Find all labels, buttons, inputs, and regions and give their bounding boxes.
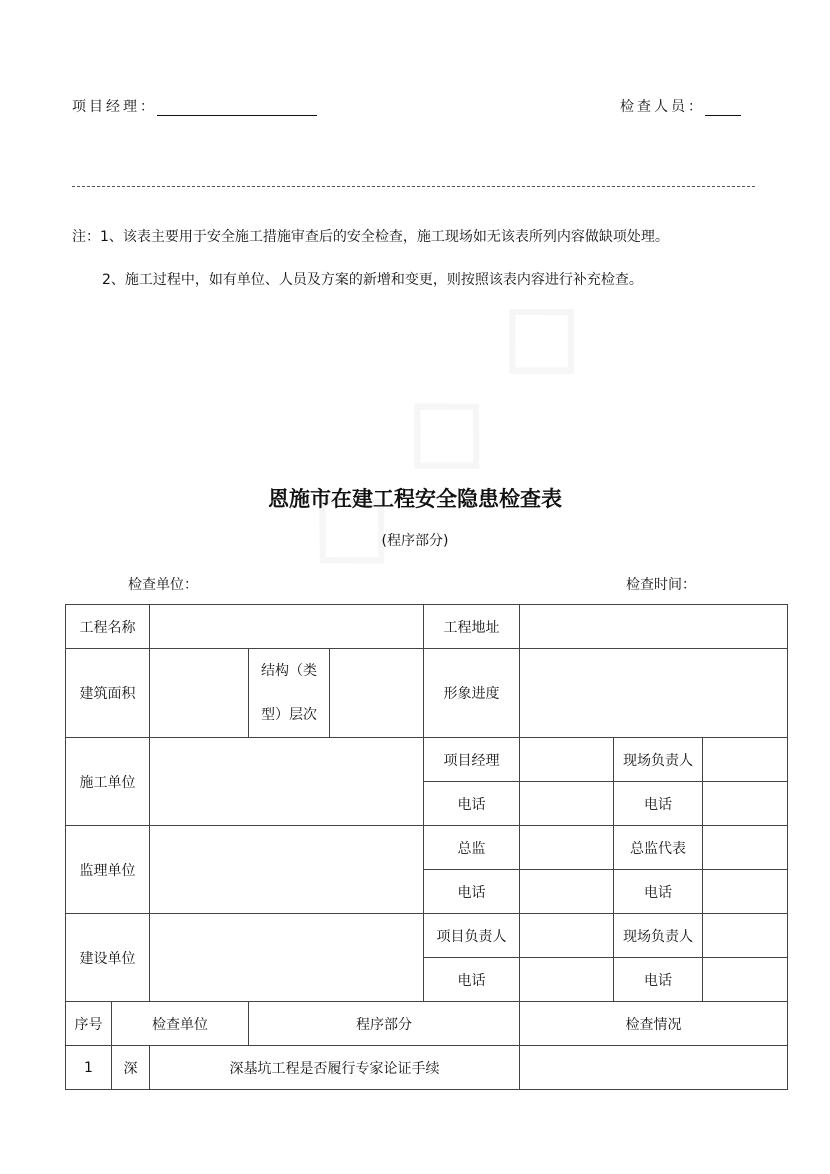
progress-label: 形象进度 xyxy=(424,649,520,738)
structure-type-label xyxy=(249,649,330,738)
row-unit: 深 xyxy=(112,1046,150,1090)
phone-cell[interactable] xyxy=(520,958,614,1002)
table-row xyxy=(66,826,788,870)
building-area-cell[interactable] xyxy=(150,649,249,738)
progress-cell[interactable] xyxy=(520,649,788,738)
row-status-cell[interactable] xyxy=(520,1046,788,1090)
col-procedure-header: 程序部分 xyxy=(249,1002,520,1046)
phone-cell[interactable] xyxy=(520,782,614,826)
project-manager-label: 项目经理： xyxy=(72,99,157,115)
table-row xyxy=(66,738,788,782)
table-row xyxy=(66,649,788,738)
supervisor-rep-cell[interactable] xyxy=(703,826,788,870)
phone-label: 电话 xyxy=(424,870,520,914)
phone-cell[interactable] xyxy=(703,870,788,914)
site-manager-cell[interactable] xyxy=(703,914,788,958)
building-area-label: 建筑面积 xyxy=(66,649,150,738)
phone-cell[interactable] xyxy=(703,782,788,826)
col-seq-header: 序号 xyxy=(66,1002,112,1046)
table-row xyxy=(66,914,788,958)
phone-label: 电话 xyxy=(614,870,703,914)
row-item: 深基坑工程是否履行专家论证手续 xyxy=(150,1046,520,1090)
note-2: 2、施工过程中，如有单位、人员及方案的新增和变更，则按照该表内容进行补充检查。 xyxy=(102,272,643,288)
construction-unit-cell[interactable] xyxy=(150,738,424,826)
phone-label: 电话 xyxy=(614,958,703,1002)
phone-cell[interactable] xyxy=(703,958,788,1002)
project-leader-label: 项目负责人 xyxy=(424,914,520,958)
project-address-cell[interactable] xyxy=(520,605,788,649)
chief-supervisor-label: 总监 xyxy=(424,826,520,870)
site-manager-label: 现场负责人 xyxy=(614,738,703,782)
note-1: 注：1、该表主要用于安全施工措施审查后的安全检查，施工现场如无该表所列内容做缺项处理。 xyxy=(72,229,669,245)
project-manager-label-cell: 项目经理 xyxy=(424,738,520,782)
structure-type-cell[interactable] xyxy=(330,649,424,738)
project-leader-cell[interactable] xyxy=(520,914,614,958)
inspect-unit-label: 检查单位： xyxy=(128,577,198,593)
phone-label: 电话 xyxy=(424,782,520,826)
row-seq: 1 xyxy=(66,1046,112,1090)
project-name-cell[interactable] xyxy=(150,605,424,649)
site-manager-cell[interactable] xyxy=(703,738,788,782)
col-unit-header: 检查单位 xyxy=(112,1002,249,1046)
supervisor-rep-label: 总监代表 xyxy=(614,826,703,870)
phone-label: 电话 xyxy=(614,782,703,826)
dashed-separator xyxy=(72,186,755,187)
watermark xyxy=(264,253,617,606)
form-subtitle: (程序部分) xyxy=(381,533,449,549)
col-status-header: 检查情况 xyxy=(520,1002,788,1046)
inspector-label: 检查人员： xyxy=(620,99,705,115)
inspect-time-label: 检查时间： xyxy=(626,577,696,593)
project-manager-cell[interactable] xyxy=(520,738,614,782)
form-title: 恩施市在建工程安全隐患检查表 xyxy=(268,487,562,511)
table-header-row xyxy=(66,1002,788,1046)
inspection-table xyxy=(65,604,788,1090)
project-manager-signature xyxy=(72,96,317,116)
project-manager-blank[interactable] xyxy=(157,100,317,116)
project-address-label: 工程地址 xyxy=(424,605,520,649)
structure-type-line-1: 结构（类 xyxy=(261,663,317,679)
chief-supervisor-cell[interactable] xyxy=(520,826,614,870)
table-row xyxy=(66,1046,788,1090)
table-row xyxy=(66,605,788,649)
phone-label: 电话 xyxy=(424,958,520,1002)
supervision-unit-cell[interactable] xyxy=(150,826,424,914)
owner-unit-label: 建设单位 xyxy=(66,914,150,1002)
inspector-signature xyxy=(620,96,741,116)
project-name-label: 工程名称 xyxy=(66,605,150,649)
inspector-blank[interactable] xyxy=(705,100,741,116)
structure-type-line-2: 型）层次 xyxy=(261,707,317,723)
supervision-unit-label: 监理单位 xyxy=(66,826,150,914)
site-manager-label: 现场负责人 xyxy=(614,914,703,958)
owner-unit-cell[interactable] xyxy=(150,914,424,1002)
phone-cell[interactable] xyxy=(520,870,614,914)
construction-unit-label: 施工单位 xyxy=(66,738,150,826)
